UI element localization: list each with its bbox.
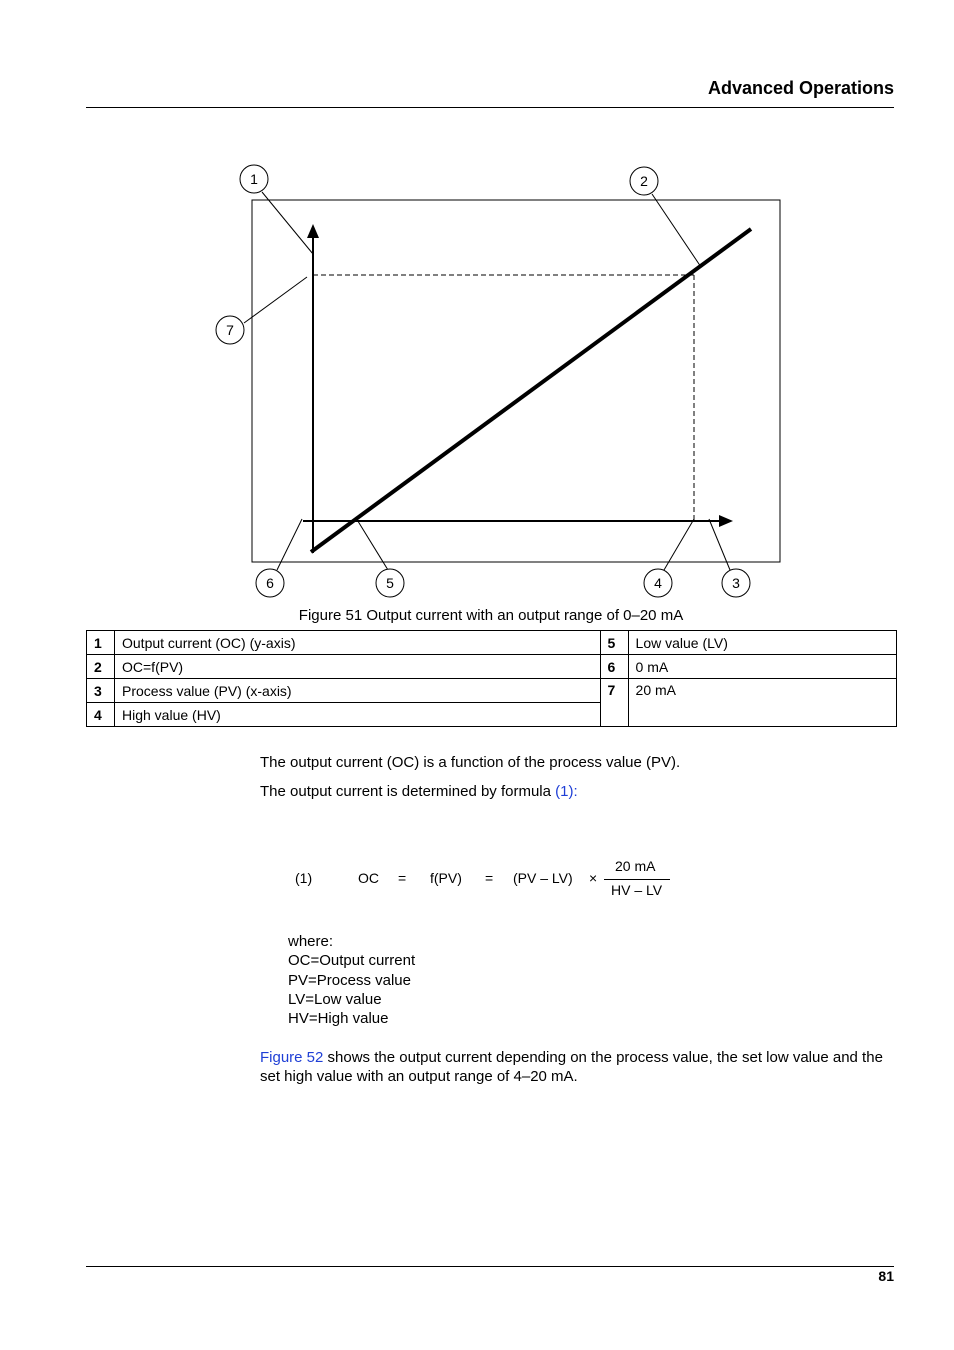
- formula-difference: (PV – LV): [513, 870, 573, 886]
- table-row: [87, 679, 897, 703]
- formula-number: (1): [295, 870, 313, 886]
- formula-equals-2: =: [485, 870, 494, 886]
- fraction-bar: [604, 879, 670, 880]
- figure-caption: Figure 51 Output current with an output range of 0–20 mA: [298, 607, 684, 624]
- running-header-title: Advanced Operations: [707, 78, 894, 98]
- formula-denominator: HV – LV: [611, 882, 663, 898]
- y-axis-arrowhead: [307, 224, 319, 238]
- formula-equals-1: =: [398, 870, 407, 886]
- formula-numerator: 20 mA: [615, 858, 656, 874]
- closing-text: shows the output current depending on the process value, the set low value and the set high value with an output range of 4–20 mA.: [260, 1049, 883, 1086]
- callout-label-3: 3: [732, 575, 740, 591]
- where-line: PV=Process value: [288, 971, 411, 989]
- callout-label-7: 7: [226, 322, 234, 338]
- legend-text: Process value (PV) (x-axis): [115, 679, 601, 703]
- table-row: [87, 655, 897, 679]
- callout-label-1: 1: [250, 171, 258, 187]
- para2-text: The output current is determined by formula: [260, 783, 556, 800]
- para2-colon: :: [573, 783, 578, 800]
- legend-number: 4: [87, 703, 115, 727]
- legend-text: Low value (LV): [628, 631, 896, 655]
- closing-paragraph: [260, 1048, 900, 1087]
- legend-number: 6: [600, 655, 628, 679]
- formula-1: [0, 858, 954, 898]
- legend-number: 2: [87, 655, 115, 679]
- callout-label-2: 2: [640, 173, 648, 189]
- legend-number: 5: [600, 631, 628, 655]
- legend-number: 1: [87, 631, 115, 655]
- header-rule: [86, 107, 894, 108]
- formula-oc: OC: [358, 870, 379, 886]
- callout-label-5: 5: [386, 575, 394, 591]
- formula-fpv: f(PV): [430, 870, 462, 886]
- formula-times: ×: [589, 870, 598, 886]
- body-paragraph-2: [260, 783, 578, 800]
- legend-text: High value (HV): [115, 703, 601, 727]
- leader-line-2: [652, 194, 701, 267]
- page-number: 81: [878, 1268, 894, 1284]
- where-line: LV=Low value: [288, 990, 382, 1008]
- legend-text: OC=f(PV): [115, 655, 601, 679]
- where-block: [288, 932, 415, 1028]
- formula-reference-link[interactable]: (1): [555, 783, 574, 800]
- footer-rule: [86, 1266, 894, 1267]
- legend-number: 7: [600, 679, 628, 727]
- legend-text: 0 mA: [628, 655, 896, 679]
- legend-text: Output current (OC) (y-axis): [115, 631, 601, 655]
- figure-frame: [252, 200, 780, 562]
- figure-52-link[interactable]: Figure 52: [260, 1049, 324, 1066]
- legend-number: 3: [87, 679, 115, 703]
- where-line: HV=High value: [288, 1010, 389, 1028]
- legend-text: 20 mA: [628, 679, 896, 727]
- callout-label-6: 6: [266, 575, 274, 591]
- x-axis-arrowhead: [719, 515, 733, 527]
- table-row: [87, 631, 897, 655]
- callout-label-4: 4: [654, 575, 662, 591]
- where-line: OC=Output current: [288, 952, 416, 970]
- oc-function-line: [311, 229, 751, 552]
- where-heading: where:: [288, 933, 334, 950]
- legend-table: [86, 630, 897, 727]
- output-current-figure: [200, 160, 800, 602]
- leader-line-1: [262, 192, 313, 254]
- leader-line-7: [244, 277, 307, 323]
- body-paragraph-1: The output current (OC) is a function of the process value (PV).: [260, 754, 681, 771]
